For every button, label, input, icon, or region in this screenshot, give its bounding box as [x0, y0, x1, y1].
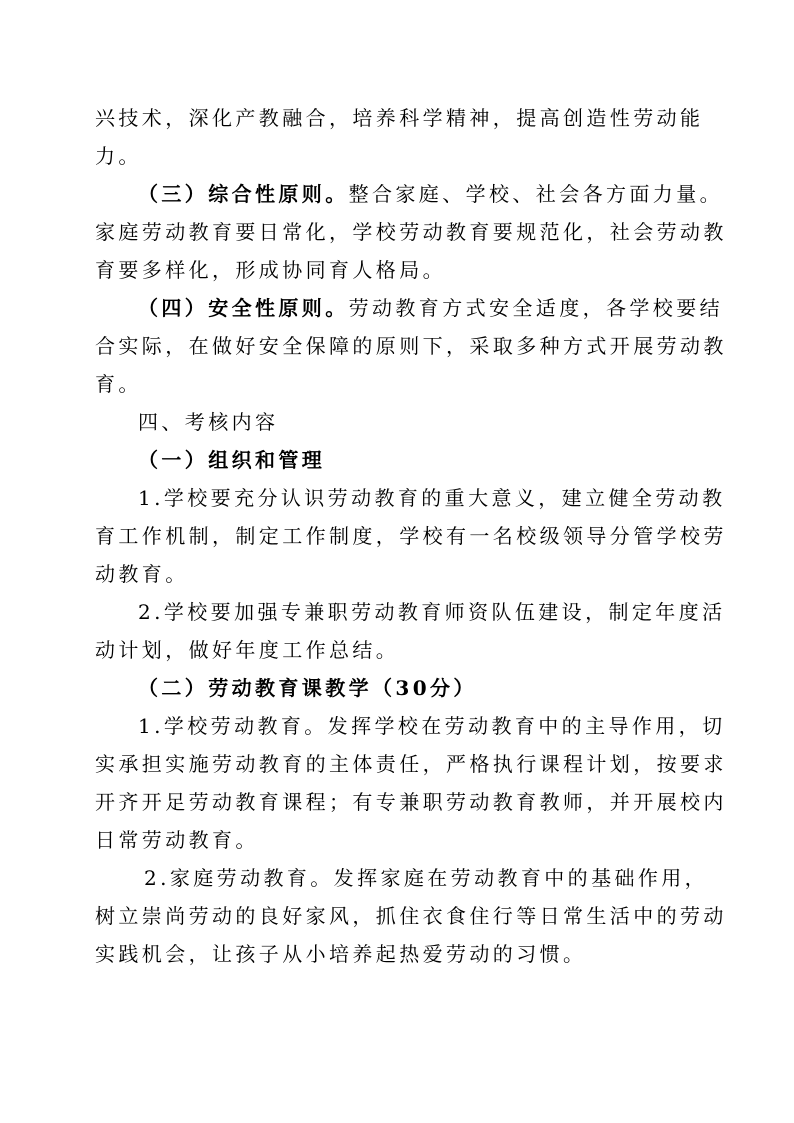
paragraph-line: 实承担实施劳动教育的主体责任，严格执行课程计划，按要求: [95, 752, 727, 776]
paragraph-line: 合实际，在做好安全保障的原则下，采取多种方式开展劳动教: [95, 334, 727, 358]
paragraph-line: 2.学校要加强专兼职劳动教育师资队伍建设，制定年度活: [138, 600, 726, 624]
paragraph-line: 日常劳动教育。: [95, 828, 259, 852]
paragraph-line: 动计划，做好年度工作总结。: [95, 638, 400, 662]
paragraph-line: 动教育。: [95, 562, 189, 586]
paragraph-line: 家庭劳动教育要日常化，学校劳动教育要规范化，社会劳动教: [95, 220, 727, 244]
paragraph-line: 开齐开足劳动教育课程；有专兼职劳动教育教师，并开展校内: [95, 790, 727, 814]
principle-3-heading: （三）综合性原则。: [138, 182, 349, 206]
paragraph-line: 力。: [95, 144, 142, 168]
principle-3-text: 整合家庭、学校、社会各方面力量。: [348, 182, 724, 206]
principle-4-text: 劳动教育方式安全适度，各学校要结: [348, 296, 724, 320]
principle-3-line: [0, 180, 794, 208]
section-heading: 四、考核内容: [138, 410, 279, 434]
paragraph-line: 1.学校劳动教育。发挥学校在劳动教育中的主导作用，切: [138, 714, 726, 738]
paragraph-line: 2.家庭劳动教育。发挥家庭在劳动教育中的基础作用，: [144, 866, 709, 890]
subsection-heading: （一）组织和管理: [138, 448, 326, 472]
paragraph-line: 育。: [95, 372, 142, 396]
subsection-heading: （二）劳动教育课教学（30分）: [138, 676, 477, 700]
paragraph-line: 育要多样化，形成协同育人格局。: [95, 258, 446, 282]
principle-4-heading: （四）安全性原则。: [138, 296, 349, 320]
paragraph-line: 育工作机制，制定工作制度，学校有一名校级领导分管学校劳: [95, 524, 727, 548]
paragraph-line: 树立崇尚劳动的良好家风，抓住衣食住行等日常生活中的劳动: [95, 904, 727, 928]
paragraph-line: 1.学校要充分认识劳动教育的重大意义，建立健全劳动教: [138, 486, 726, 510]
paragraph-line: 兴技术，深化产教融合，培养科学精神，提高创造性劳动能: [95, 106, 704, 130]
principle-4-line: [0, 294, 794, 322]
paragraph-line: 实践机会，让孩子从小培养起热爱劳动的习惯。: [95, 942, 587, 966]
